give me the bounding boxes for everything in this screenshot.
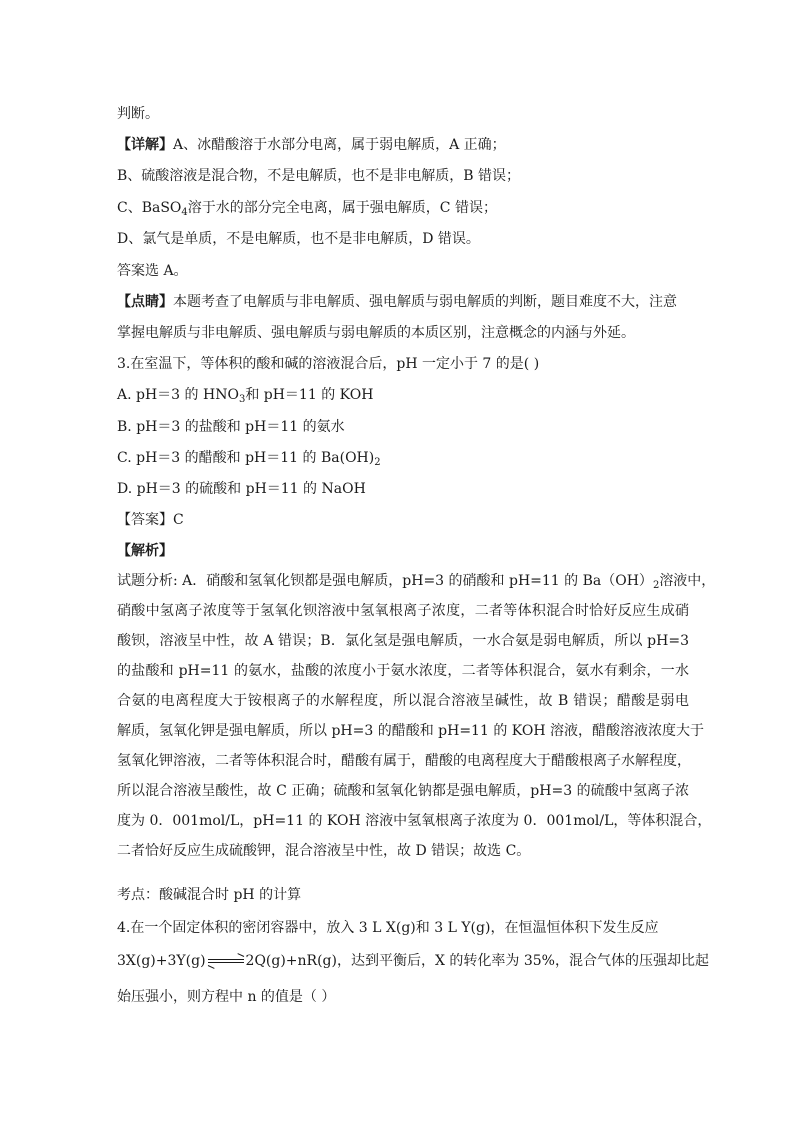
analysis-row: 酸钡，溶液呈中性，故 A 错误；B．氯化氢是强电解质，一水合氨是弱电解质，所以 pH=3	[117, 633, 689, 649]
analysis-row: 解质，氢氧化钾是强电解质，所以 pH=3 的醋酸和 pH=11 的 KOH 溶液，醋酸溶液浓度大于	[117, 723, 704, 739]
analysis-row: 度为 0．001mol/L，pH=11 的 KOH 溶液中氢氧根离子浓度为 0．001mol/L，等体积混合，	[117, 813, 712, 829]
question-3-stem: 3.在室温下，等体积的酸和碱的溶液混合后，pH 一定小于 7 的是( )	[117, 356, 540, 372]
option-b: B. pH＝3 的盐酸和 pH＝11 的氨水	[117, 419, 345, 435]
text-line: B、硫酸溶液是混合物，不是电解质，也不是非电解质，B 错误；	[117, 168, 521, 184]
tip-tag: 【点睛】	[117, 294, 173, 310]
equilibrium-arrow-icon	[208, 956, 244, 966]
option-c: C. pH＝3 的醋酸和 pH＝11 的 $Ba(OH)_2$	[117, 450, 381, 468]
detail-tag: 【详解】	[117, 137, 173, 153]
question-4-stem: 4.在一个固定体积的密闭容器中，放入 3 L X(g)和 3 L Y(g)，在恒温恒体积下发生反应	[117, 920, 659, 936]
text-line: 判断。	[117, 106, 159, 122]
analysis-row: 合氨的电离程度大于铵根离子的水解程度，所以混合溶液呈碱性，故 B 错误；醋酸是弱电	[117, 693, 689, 709]
text-line: 掌握电解质与非电解质、强电解质与弱电解质的本质区别，注意概念的内涵与外延。	[117, 325, 635, 341]
analysis-row: 试题分析: A．硝酸和氢氧化钡都是强电解质，pH=3 的硝酸和 pH=11 的 $Ba(OH)_2$溶液中，	[117, 573, 716, 591]
analysis-paragraph	[117, 566, 716, 866]
analysis-label: 【解析】	[117, 543, 173, 559]
analysis-row: 氢氧化钾溶液，二者等体积混合时，醋酸有属于，醋酸的电离程度大于醋酸根离子水解程度，	[117, 753, 691, 769]
analysis-row: 硝酸中氢离子浓度等于氢氧化钡溶液中氢氧根离子浓度，二者等体积混合时恰好反应生成硝	[117, 603, 689, 619]
detail-line: 【详解】A、冰醋酸溶于水部分电离，属于弱电解质，A 正确；	[117, 137, 506, 153]
answer-label: 【答案】C	[117, 512, 184, 528]
text-line: 始压强小，则方程中 n 的值是（ ）	[117, 989, 336, 1005]
option-d: D. pH＝3 的硫酸和 pH＝11 的 NaOH	[117, 481, 366, 497]
text-line: D、氯气是单质，不是电解质，也不是非电解质，D 错误。	[117, 231, 480, 247]
equation-line: 3X(g)+3Y(g) 2Q(g)+nR(g)，达到平衡后，X 的转化率为 35%，混合气体的压强却比起	[117, 953, 709, 969]
analysis-row: 二者恰好反应生成硫酸钾，混合溶液呈中性，故 D 错误；故选 C。	[117, 843, 531, 859]
kaodian-line: 考点：酸碱混合时 pH 的计算	[117, 887, 302, 903]
text-line: C、BaSO$_4$溶于水的部分完全电离，属于强电解质，C 错误；	[117, 200, 497, 218]
analysis-row: 的盐酸和 pH=11 的氨水，盐酸的浓度小于氨水浓度，二者等体积混合，氨水有剩余，一水	[117, 663, 689, 679]
answer-line: 答案选 A。	[117, 263, 188, 279]
analysis-row: 所以混合溶液呈酸性，故 C 正确；硫酸和氢氧化钠都是强电解质，pH=3 的硫酸中氢离子浓	[117, 783, 689, 799]
option-a: A. pH＝3 的 $HNO_3$和 pH＝11 的 KOH	[117, 387, 374, 405]
tip-line: 【点睛】本题考查了电解质与非电解质、强电解质与弱电解质的判断，题目难度不大，注意	[117, 294, 677, 310]
